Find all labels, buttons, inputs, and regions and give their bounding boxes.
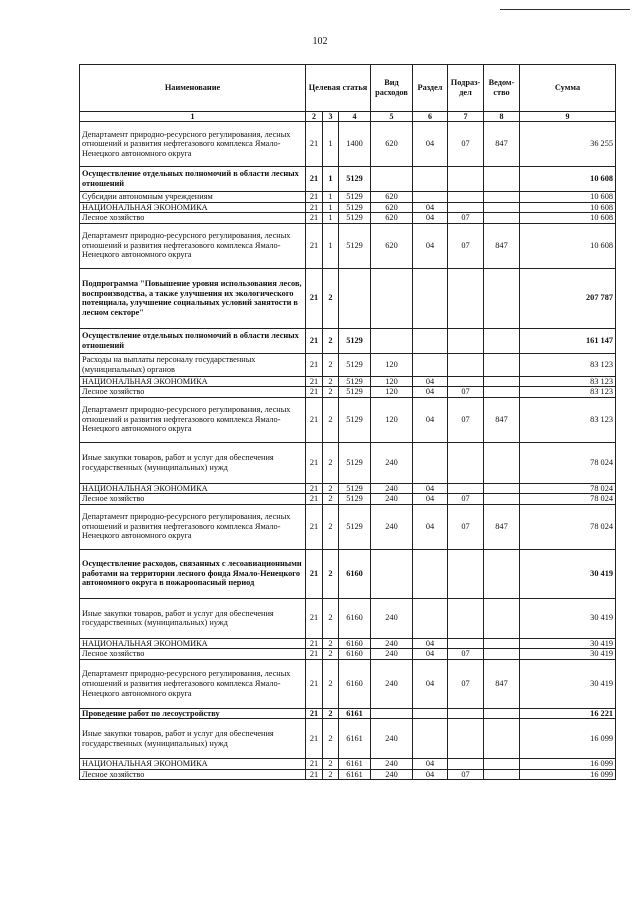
- section-code: 04: [413, 223, 448, 268]
- target-article-program: 21: [306, 167, 323, 192]
- amount-value: 30 419: [520, 598, 616, 638]
- table-row: [80, 769, 616, 780]
- target-article-code: 5129: [339, 504, 371, 549]
- header-section: Раздел: [413, 65, 448, 112]
- target-article-code: 6161: [339, 759, 371, 770]
- section-code: 04: [413, 494, 448, 505]
- row-name: Осуществление расходов, связанных с лесоавиационными работами на территории лесного фонда Ямало-Ненецкого автономного округа в пожароопасный период: [80, 549, 306, 598]
- table-row: [80, 759, 616, 770]
- target-article-subprogram: 1: [323, 202, 339, 213]
- department-code: [484, 268, 520, 328]
- expense-type-code: 120: [371, 353, 413, 376]
- subsection-code: [448, 759, 484, 770]
- subsection-code: 07: [448, 649, 484, 660]
- amount-value: 83 123: [520, 353, 616, 376]
- expense-type-code: 240: [371, 769, 413, 780]
- target-article-code: 5129: [339, 376, 371, 387]
- column-number: 1: [80, 112, 306, 122]
- row-name: НАЦИОНАЛЬНАЯ ЭКОНОМИКА: [80, 483, 306, 494]
- expense-type-code: 620: [371, 122, 413, 167]
- expense-type-code: 240: [371, 442, 413, 483]
- section-code: 04: [413, 213, 448, 224]
- section-code: 04: [413, 659, 448, 708]
- department-code: 847: [484, 122, 520, 167]
- target-article-subprogram: 2: [323, 442, 339, 483]
- target-article-subprogram: 2: [323, 328, 339, 353]
- department-code: [484, 213, 520, 224]
- section-code: [413, 598, 448, 638]
- row-name: Иные закупки товаров, работ и услуг для обеспечения государственных (муниципальных) нужд: [80, 719, 306, 759]
- row-name: НАЦИОНАЛЬНАЯ ЭКОНОМИКА: [80, 759, 306, 770]
- subsection-code: [448, 442, 484, 483]
- amount-value: 78 024: [520, 494, 616, 505]
- row-name: Иные закупки товаров, работ и услуг для обеспечения государственных (муниципальных) нужд: [80, 598, 306, 638]
- target-article-program: 21: [306, 719, 323, 759]
- department-code: 847: [484, 504, 520, 549]
- section-code: 04: [413, 483, 448, 494]
- target-article-subprogram: 2: [323, 494, 339, 505]
- expense-type-code: 240: [371, 719, 413, 759]
- table-row: [80, 202, 616, 213]
- row-name: Департамент природно-ресурсного регулирования, лесных отношений и развития нефтегазового комплекса Ямало-Ненецкого автономного округа: [80, 397, 306, 442]
- table-row: [80, 649, 616, 660]
- target-article-code: 1400: [339, 122, 371, 167]
- target-article-program: 21: [306, 649, 323, 660]
- target-article-subprogram: 2: [323, 397, 339, 442]
- target-article-code: 5129: [339, 353, 371, 376]
- expense-type-code: 240: [371, 504, 413, 549]
- section-code: [413, 328, 448, 353]
- department-code: [484, 376, 520, 387]
- section-code: [413, 708, 448, 719]
- amount-value: 10 608: [520, 223, 616, 268]
- header-name: Наименование: [80, 65, 306, 112]
- amount-value: 83 123: [520, 376, 616, 387]
- amount-value: 30 419: [520, 659, 616, 708]
- target-article-subprogram: 2: [323, 483, 339, 494]
- section-code: 04: [413, 387, 448, 398]
- target-article-subprogram: 2: [323, 387, 339, 398]
- header-amount: Сумма: [520, 65, 616, 112]
- subsection-code: [448, 598, 484, 638]
- subsection-code: [448, 328, 484, 353]
- expense-type-code: 620: [371, 202, 413, 213]
- target-article-code: 6161: [339, 719, 371, 759]
- target-article-subprogram: 1: [323, 167, 339, 192]
- target-article-program: 21: [306, 387, 323, 398]
- table-row: [80, 387, 616, 398]
- target-article-subprogram: 2: [323, 708, 339, 719]
- section-code: 04: [413, 397, 448, 442]
- expense-type-code: [371, 167, 413, 192]
- target-article-program: 21: [306, 598, 323, 638]
- column-number: 6: [413, 112, 448, 122]
- amount-value: 10 608: [520, 167, 616, 192]
- department-code: [484, 202, 520, 213]
- target-article-program: 21: [306, 549, 323, 598]
- target-article-subprogram: 1: [323, 213, 339, 224]
- department-code: [484, 719, 520, 759]
- amount-value: 78 024: [520, 504, 616, 549]
- table-row: [80, 223, 616, 268]
- department-code: [484, 328, 520, 353]
- subsection-code: [448, 719, 484, 759]
- target-article-program: 21: [306, 659, 323, 708]
- amount-value: 30 419: [520, 549, 616, 598]
- target-article-program: 21: [306, 376, 323, 387]
- section-code: 04: [413, 122, 448, 167]
- header-subsection: Подраз-дел: [448, 65, 484, 112]
- target-article-subprogram: 2: [323, 549, 339, 598]
- subsection-code: [448, 376, 484, 387]
- amount-value: 78 024: [520, 483, 616, 494]
- target-article-subprogram: 2: [323, 376, 339, 387]
- target-article-subprogram: 2: [323, 759, 339, 770]
- section-code: [413, 353, 448, 376]
- target-article-program: 21: [306, 268, 323, 328]
- row-name: Лесное хозяйство: [80, 649, 306, 660]
- row-name: Департамент природно-ресурсного регулирования, лесных отношений и развития нефтегазового комплекса Ямало-Ненецкого автономного округа: [80, 223, 306, 268]
- section-code: [413, 268, 448, 328]
- department-code: [484, 167, 520, 192]
- row-name: Департамент природно-ресурсного регулирования, лесных отношений и развития нефтегазового комплекса Ямало-Ненецкого автономного округа: [80, 122, 306, 167]
- section-code: [413, 442, 448, 483]
- row-name: Иные закупки товаров, работ и услуг для обеспечения государственных (муниципальных) нужд: [80, 442, 306, 483]
- target-article-subprogram: 2: [323, 769, 339, 780]
- department-code: [484, 442, 520, 483]
- target-article-code: 5129: [339, 213, 371, 224]
- department-code: [484, 549, 520, 598]
- expense-type-code: 120: [371, 397, 413, 442]
- subsection-code: [448, 638, 484, 649]
- target-article-program: 21: [306, 192, 323, 203]
- amount-value: 30 419: [520, 638, 616, 649]
- section-code: [413, 549, 448, 598]
- target-article-program: 21: [306, 213, 323, 224]
- table-header-row: [80, 65, 616, 112]
- table-row: [80, 494, 616, 505]
- expense-type-code: 240: [371, 494, 413, 505]
- target-article-subprogram: 2: [323, 353, 339, 376]
- row-name: Лесное хозяйство: [80, 494, 306, 505]
- target-article-program: 21: [306, 202, 323, 213]
- subsection-code: 07: [448, 769, 484, 780]
- subsection-code: 07: [448, 223, 484, 268]
- target-article-code: 5129: [339, 397, 371, 442]
- expense-type-code: 240: [371, 598, 413, 638]
- target-article-code: 6160: [339, 549, 371, 598]
- department-code: [484, 759, 520, 770]
- row-name: НАЦИОНАЛЬНАЯ ЭКОНОМИКА: [80, 202, 306, 213]
- section-code: 04: [413, 202, 448, 213]
- target-article-code: 5129: [339, 387, 371, 398]
- amount-value: 16 099: [520, 719, 616, 759]
- target-article-code: 6160: [339, 649, 371, 660]
- subsection-code: 07: [448, 397, 484, 442]
- table-row: [80, 442, 616, 483]
- department-code: 847: [484, 659, 520, 708]
- amount-value: 10 608: [520, 213, 616, 224]
- subsection-code: 07: [448, 213, 484, 224]
- target-article-code: 5129: [339, 494, 371, 505]
- target-article-program: 21: [306, 483, 323, 494]
- row-name: Подпрограмма "Повышение уровня использования лесов, воспроизводства, а также улучшения их экологического потенциала, улучшение социальных условий занятости в лесном секторе": [80, 268, 306, 328]
- target-article-program: 21: [306, 759, 323, 770]
- row-name: НАЦИОНАЛЬНАЯ ЭКОНОМИКА: [80, 638, 306, 649]
- subsection-code: [448, 549, 484, 598]
- table-row: [80, 719, 616, 759]
- subsection-code: [448, 353, 484, 376]
- subsection-code: 07: [448, 387, 484, 398]
- target-article-program: 21: [306, 122, 323, 167]
- department-code: [484, 649, 520, 660]
- column-number: 2: [306, 112, 323, 122]
- amount-value: 36 255: [520, 122, 616, 167]
- target-article-program: 21: [306, 708, 323, 719]
- target-article-subprogram: 1: [323, 223, 339, 268]
- amount-value: 16 099: [520, 759, 616, 770]
- expense-type-code: 240: [371, 649, 413, 660]
- department-code: [484, 483, 520, 494]
- target-article-subprogram: 1: [323, 122, 339, 167]
- row-name: Субсидии автономным учреждениям: [80, 192, 306, 203]
- amount-value: 78 024: [520, 442, 616, 483]
- top-rule: [500, 9, 630, 10]
- target-article-program: 21: [306, 638, 323, 649]
- row-name: НАЦИОНАЛЬНАЯ ЭКОНОМИКА: [80, 376, 306, 387]
- target-article-subprogram: 2: [323, 598, 339, 638]
- target-article-subprogram: 2: [323, 719, 339, 759]
- expense-type-code: 120: [371, 387, 413, 398]
- subsection-code: 07: [448, 494, 484, 505]
- target-article-code: 5129: [339, 167, 371, 192]
- header-expense-type: Вид расходов: [371, 65, 413, 112]
- section-code: 04: [413, 376, 448, 387]
- subsection-code: 07: [448, 659, 484, 708]
- department-code: [484, 638, 520, 649]
- column-number: 7: [448, 112, 484, 122]
- row-name: Лесное хозяйство: [80, 213, 306, 224]
- target-article-code: 6160: [339, 659, 371, 708]
- table-row: [80, 659, 616, 708]
- target-article-subprogram: 2: [323, 504, 339, 549]
- department-code: [484, 353, 520, 376]
- column-number: 5: [371, 112, 413, 122]
- target-article-program: 21: [306, 769, 323, 780]
- department-code: [484, 769, 520, 780]
- column-number: 9: [520, 112, 616, 122]
- target-article-program: 21: [306, 328, 323, 353]
- subsection-code: [448, 167, 484, 192]
- amount-value: 207 787: [520, 268, 616, 328]
- subsection-code: [448, 192, 484, 203]
- expense-type-code: [371, 708, 413, 719]
- amount-value: 10 608: [520, 192, 616, 203]
- row-name: Департамент природно-ресурсного регулирования, лесных отношений и развития нефтегазового комплекса Ямало-Ненецкого автономного округа: [80, 504, 306, 549]
- target-article-program: 21: [306, 353, 323, 376]
- subsection-code: 07: [448, 122, 484, 167]
- department-code: [484, 192, 520, 203]
- target-article-code: 5129: [339, 223, 371, 268]
- section-code: [413, 167, 448, 192]
- expense-type-code: 620: [371, 192, 413, 203]
- section-code: [413, 192, 448, 203]
- table-row: [80, 549, 616, 598]
- target-article-code: 5129: [339, 442, 371, 483]
- section-code: 04: [413, 769, 448, 780]
- amount-value: 16 221: [520, 708, 616, 719]
- subsection-code: [448, 268, 484, 328]
- section-code: 04: [413, 504, 448, 549]
- row-name: Лесное хозяйство: [80, 387, 306, 398]
- row-name: Проведение работ по лесоустройству: [80, 708, 306, 719]
- budget-table: [79, 64, 616, 780]
- column-number: 8: [484, 112, 520, 122]
- column-number: 4: [339, 112, 371, 122]
- subsection-code: [448, 202, 484, 213]
- subsection-code: [448, 483, 484, 494]
- amount-value: 10 608: [520, 202, 616, 213]
- expense-type-code: [371, 549, 413, 598]
- target-article-code: 6160: [339, 598, 371, 638]
- section-code: 04: [413, 759, 448, 770]
- table-row: [80, 167, 616, 192]
- target-article-subprogram: 2: [323, 268, 339, 328]
- row-name: Осуществление отдельных полномочий в области лесных отношений: [80, 167, 306, 192]
- section-code: [413, 719, 448, 759]
- amount-value: 16 099: [520, 769, 616, 780]
- subsection-code: [448, 708, 484, 719]
- table-row: [80, 504, 616, 549]
- row-name: Департамент природно-ресурсного регулирования, лесных отношений и развития нефтегазового комплекса Ямало-Ненецкого автономного округа: [80, 659, 306, 708]
- target-article-code: 5129: [339, 202, 371, 213]
- department-code: 847: [484, 397, 520, 442]
- amount-value: 30 419: [520, 649, 616, 660]
- expense-type-code: [371, 268, 413, 328]
- table-row: [80, 192, 616, 203]
- table-row: [80, 376, 616, 387]
- table-body: [80, 122, 616, 780]
- header-target-article: Целевая статья: [306, 65, 371, 112]
- department-code: [484, 598, 520, 638]
- table-row: [80, 638, 616, 649]
- department-code: 847: [484, 223, 520, 268]
- target-article-subprogram: 2: [323, 649, 339, 660]
- target-article-code: 6161: [339, 708, 371, 719]
- row-name: Лесное хозяйство: [80, 769, 306, 780]
- table-row: [80, 213, 616, 224]
- expense-type-code: 240: [371, 638, 413, 649]
- department-code: [484, 494, 520, 505]
- row-name: Расходы на выплаты персоналу государственных (муниципальных) органов: [80, 353, 306, 376]
- amount-value: 83 123: [520, 387, 616, 398]
- section-code: 04: [413, 638, 448, 649]
- target-article-code: 6161: [339, 769, 371, 780]
- header-department: Ведом-ство: [484, 65, 520, 112]
- department-code: [484, 387, 520, 398]
- target-article-subprogram: 2: [323, 638, 339, 649]
- department-code: [484, 708, 520, 719]
- target-article-code: 5129: [339, 192, 371, 203]
- expense-type-code: [371, 328, 413, 353]
- target-article-program: 21: [306, 223, 323, 268]
- expense-type-code: 620: [371, 213, 413, 224]
- target-article-program: 21: [306, 494, 323, 505]
- table-row: [80, 598, 616, 638]
- table-row: [80, 328, 616, 353]
- page-number: 102: [312, 36, 328, 47]
- amount-value: 161 147: [520, 328, 616, 353]
- expense-type-code: 240: [371, 659, 413, 708]
- table-row: [80, 397, 616, 442]
- target-article-program: 21: [306, 442, 323, 483]
- table-row: [80, 122, 616, 167]
- target-article-program: 21: [306, 397, 323, 442]
- table-row: [80, 708, 616, 719]
- subsection-code: 07: [448, 504, 484, 549]
- column-number: 3: [323, 112, 339, 122]
- table-row: [80, 483, 616, 494]
- expense-type-code: 240: [371, 759, 413, 770]
- section-code: 04: [413, 649, 448, 660]
- row-name: Осуществление отдельных полномочий в области лесных отношений: [80, 328, 306, 353]
- expense-type-code: 120: [371, 376, 413, 387]
- target-article-code: [339, 268, 371, 328]
- target-article-program: 21: [306, 504, 323, 549]
- amount-value: 83 123: [520, 397, 616, 442]
- target-article-code: 5129: [339, 483, 371, 494]
- expense-type-code: 620: [371, 223, 413, 268]
- column-numbers-row: [80, 112, 616, 122]
- table-row: [80, 268, 616, 328]
- table-row: [80, 353, 616, 376]
- target-article-code: 6160: [339, 638, 371, 649]
- target-article-subprogram: 2: [323, 659, 339, 708]
- target-article-code: 5129: [339, 328, 371, 353]
- target-article-subprogram: 1: [323, 192, 339, 203]
- expense-type-code: 240: [371, 483, 413, 494]
